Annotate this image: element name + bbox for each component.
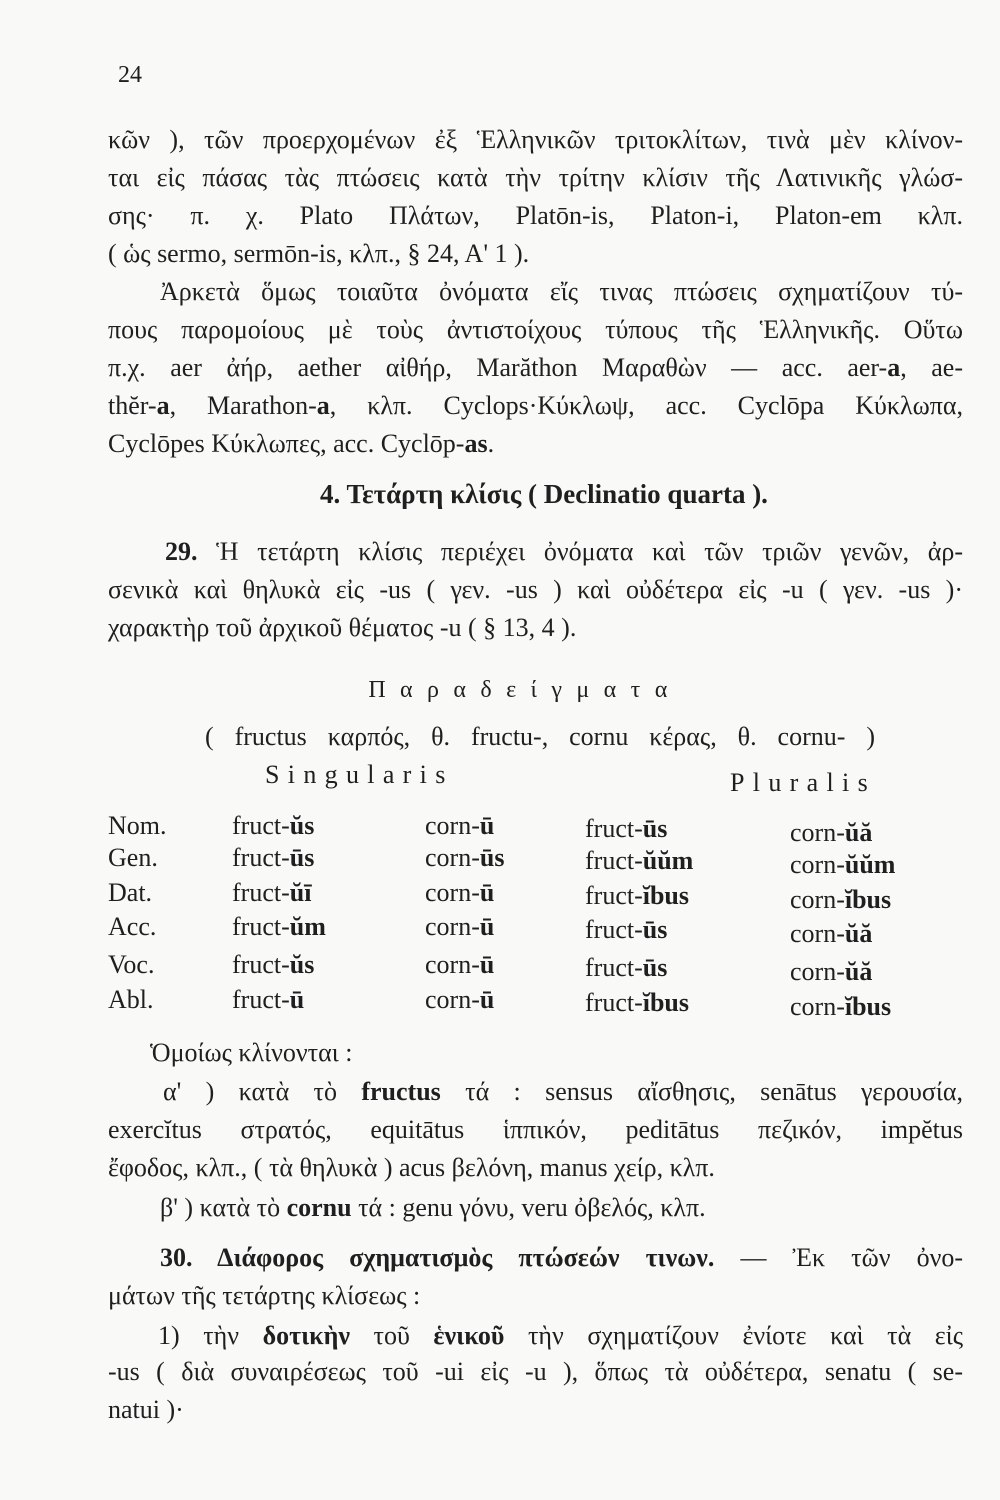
text-run: corn- [790, 818, 845, 847]
bold-text-run: 30. Διάφορος σχηματισμὸς πτώσεών τινων. [160, 1243, 715, 1272]
line-text [160, 273, 963, 311]
bold-text-run: fructus [361, 1077, 441, 1106]
form-singular-cornu [425, 946, 494, 984]
bold-text-run: ū [479, 811, 495, 840]
section-30-heading-line [160, 1239, 963, 1277]
bold-text-run: ū [479, 912, 495, 941]
page-number: 24 [118, 62, 142, 88]
text-run: fruct- [232, 878, 290, 907]
form-plural-cornu [790, 988, 891, 1026]
bold-text-run: ĭbus [844, 992, 892, 1021]
bold-text-run: ū [479, 878, 495, 907]
bold-text-run: δοτικὴν [262, 1321, 350, 1350]
line-text [585, 911, 667, 949]
text-run: πους παρομοίους μὲ τοὺς ἀντιστοίχους τύπους τῆς Ἑλληνικῆς. Οὕτω [108, 315, 963, 344]
text-run: μάτων τῆς τετάρτης κλίσεως : [108, 1281, 421, 1310]
bold-text-run: ĭbus [844, 885, 892, 914]
text-run: corn- [425, 843, 480, 872]
paragraph-line [108, 387, 963, 425]
text-run: . [487, 429, 495, 458]
line-text [232, 908, 326, 946]
line-text [108, 235, 529, 273]
line-text [163, 1073, 963, 1111]
paragraph-line [108, 425, 963, 463]
line-text [108, 1391, 184, 1429]
text-run: τά : sensus αἴσθησις, senātus γερουσία, [440, 1077, 963, 1106]
case-label: Abl. [108, 985, 154, 1014]
text-run: corn- [425, 878, 480, 907]
paragraph-line [108, 1391, 963, 1429]
paradigm-title: Παραδείγματα [368, 677, 682, 703]
bold-text-run: ū [289, 985, 305, 1014]
text-run: corn- [425, 912, 480, 941]
bold-text-run: ŭŭm [844, 850, 896, 879]
text-run: fruct- [232, 843, 290, 872]
paradigm-caption [205, 718, 875, 756]
text-run: τοῦ [349, 1321, 434, 1350]
line-text [205, 718, 875, 756]
bold-text-run: ĭbus [642, 988, 690, 1017]
line-text [320, 475, 768, 513]
line-text [425, 839, 504, 877]
case-label: Voc. [108, 950, 155, 979]
form-singular-fructus [232, 946, 314, 984]
line-text [232, 946, 314, 984]
bold-text-run: a [316, 391, 330, 420]
text-run: ἔφοδος, κλπ., ( τὰ θηλυκὰ ) acus βελόνη, manus χείρ, κλπ. [108, 1153, 715, 1182]
form-plural-fructus [585, 984, 689, 1022]
line-text [108, 571, 963, 609]
text-run: fruct- [585, 988, 643, 1017]
text-run: ται εἰς πάσας τὰς πτώσεις κατὰ τὴν τρίτην κλίσιν τῆς Λατινικῆς γλώσ- [108, 163, 963, 192]
column-header-singular: Singularis [265, 760, 454, 789]
paragraph-line [160, 1189, 963, 1227]
bold-text-run: ūs [642, 953, 668, 982]
paragraph-line [108, 1111, 963, 1149]
paragraph-line [160, 273, 963, 311]
line-text [108, 425, 494, 463]
text-run: 1) τὴν [158, 1321, 263, 1350]
text-run: corn- [790, 919, 845, 948]
form-singular-fructus [232, 874, 311, 912]
line-text [108, 197, 963, 235]
bold-text-run: a [887, 353, 901, 382]
text-run: corn- [790, 850, 845, 879]
line-text [165, 533, 963, 571]
paragraph-line [108, 609, 963, 647]
text-run: , ae- [900, 353, 963, 382]
line-text [790, 988, 891, 1026]
text-run: τά : genu γόνυ, veru ὀβελός, κλπ. [351, 1193, 706, 1222]
text-run: fruct- [585, 881, 643, 910]
line-text [425, 981, 494, 1019]
paragraph-line [108, 1149, 963, 1187]
text-run: fruct- [232, 985, 290, 1014]
paragraph-line [108, 159, 963, 197]
text-run: ( ὡς sermo, sermōn-is, κλπ., § 24, Α' 1 ). [108, 239, 530, 268]
paragraph-line [108, 1277, 963, 1315]
text-run: σης· π. χ. Plato Πλάτων, Platōn-is, Platon-i, Platon-em κλπ. [108, 201, 963, 230]
table-row [0, 874, 1000, 912]
line-text [160, 1189, 706, 1227]
bold-text-run: ūs [642, 814, 668, 843]
line-text [108, 349, 963, 387]
column-header-plural: Pluralis [730, 768, 877, 797]
bold-text-run: ŭm [289, 912, 326, 941]
line-text [108, 121, 963, 159]
text-run: fruct- [232, 912, 290, 941]
line-text [232, 981, 304, 1019]
form-singular-fructus [232, 908, 326, 946]
paragraph-line [165, 533, 963, 571]
text-run: corn- [790, 957, 845, 986]
text-run: τὴν σχηματίζουν ἐνίοτε καὶ τὰ εἰς [504, 1321, 963, 1350]
text-run: corn- [790, 992, 845, 1021]
bold-text-run: ūs [642, 915, 668, 944]
line-text [108, 311, 963, 349]
case-label: Gen. [108, 843, 158, 872]
bold-text-run: as [464, 429, 488, 458]
paragraph-line [108, 311, 963, 349]
text-run: ( fructus καρπός, θ. fructu-, cornu κέρας, θ. cornu- ) [205, 722, 875, 751]
bold-text-run: ŭs [289, 950, 315, 979]
case-label: Acc. [108, 912, 157, 941]
paragraph-line [108, 571, 963, 609]
case-label: Dat. [108, 878, 153, 907]
bold-text-run: ἑνικοῦ [433, 1321, 505, 1350]
bold-text-run: ū [479, 985, 495, 1014]
text-run: fruct- [232, 950, 290, 979]
text-run: natui )· [108, 1395, 184, 1424]
case-label: Nom. [108, 811, 167, 840]
paragraph-line [163, 1073, 963, 1111]
bold-text-run: 4. Τετάρτη κλίσις ( Declinatio quarta ). [320, 479, 768, 509]
text-run: κῶν ), τῶν προερχομένων ἐξ Ἑλληνικῶν τριτοκλίτων, τινὰ μὲν κλίνον- [108, 125, 963, 154]
text-run: fruct- [232, 811, 290, 840]
text-run: π.χ. aer ἀήρ, aether αἰθήρ, Marăthon Μαραθὼν — acc. aer- [108, 353, 888, 382]
bold-text-run: ŭs [289, 811, 315, 840]
table-row [0, 908, 1000, 946]
bold-text-run: ŭă [844, 818, 873, 847]
line-text [108, 159, 963, 197]
text-run: α' ) κατὰ τὸ [163, 1077, 362, 1106]
line-text [160, 1239, 963, 1277]
text-run: fruct- [585, 915, 643, 944]
paragraph-line [108, 121, 963, 159]
form-singular-cornu [425, 839, 504, 877]
text-run: Ἡ τετάρτη κλίσις περιέχει ὀνόματα καὶ τῶν τριῶν γενῶν, ἀρ- [197, 537, 963, 566]
line-text [425, 946, 494, 984]
bold-text-run: ŭă [844, 919, 873, 948]
bold-text-run: ŭă [844, 957, 873, 986]
line-text [108, 387, 963, 425]
line-text [108, 1353, 963, 1391]
line-text [585, 984, 689, 1022]
text-run: corn- [425, 811, 480, 840]
text-run: fruct- [585, 953, 643, 982]
line-text [425, 908, 494, 946]
form-singular-cornu [425, 908, 494, 946]
text-run: — Ἐκ τῶν ὀνο- [714, 1243, 963, 1272]
line-text [425, 874, 494, 912]
bold-text-run: a [156, 391, 170, 420]
paragraph-line [158, 1317, 963, 1355]
bold-text-run: ūs [479, 843, 505, 872]
text-run: , Marathon- [169, 391, 317, 420]
bold-text-run: cornu [286, 1193, 352, 1222]
line-text [108, 1111, 963, 1149]
text-run: β' ) κατὰ τὸ [160, 1193, 287, 1222]
paragraph-line [108, 197, 963, 235]
bold-text-run: ūs [289, 843, 315, 872]
table-row [0, 839, 1000, 877]
line-text [108, 609, 576, 647]
bold-text-run: ū [479, 950, 495, 979]
text-run: σενικὰ καὶ θηλυκὰ εἰς -us ( γεν. -us ) καὶ οὐδέτερα εἰς -u ( γεν. -us )· [108, 575, 963, 604]
bold-text-run: ŭŭm [642, 846, 694, 875]
form-singular-fructus [232, 981, 304, 1019]
text-run: corn- [425, 985, 480, 1014]
table-row [0, 946, 1000, 984]
text-run: fruct- [585, 846, 643, 875]
form-singular-fructus [232, 839, 314, 877]
text-run: Cyclōpes Κύκλωπες, acc. Cyclōp- [108, 429, 465, 458]
line-text [232, 839, 314, 877]
bold-text-run: 29. [165, 537, 198, 566]
text-run: , κλπ. Cyclops·Κύκλωψ, acc. Cyclōpa Κύκλωπα, [329, 391, 963, 420]
bold-text-run: ŭī [289, 878, 312, 907]
bold-text-run: ĭbus [642, 881, 690, 910]
form-plural-fructus [585, 911, 667, 949]
line-text [108, 1149, 715, 1187]
form-singular-cornu [425, 981, 494, 1019]
text-run: χαρακτὴρ τοῦ ἀρχικοῦ θέματος -u ( § 13, 4 ). [108, 613, 577, 642]
text-run: corn- [425, 950, 480, 979]
line-text [158, 1317, 963, 1355]
text-run: -us ( διὰ συναιρέσεως τοῦ -ui εἰς -u ), ὅπως τὰ οὐδέτερα, senatu ( se- [108, 1357, 963, 1386]
line-text [232, 874, 311, 912]
text-run: thĕr- [108, 391, 157, 420]
paragraph-line [108, 235, 963, 273]
paragraph-line [108, 1353, 963, 1391]
line-text [108, 1277, 420, 1315]
section-heading [108, 475, 980, 513]
text-run: exercĭtus στρατός, equitātus ἱππικόν, peditātus πεζικόν, impĕtus [108, 1115, 963, 1144]
table-row [0, 981, 1000, 1019]
form-singular-cornu [425, 874, 494, 912]
text-run: fruct- [585, 814, 643, 843]
text-run: corn- [790, 885, 845, 914]
similar-intro: Ὁμοίως κλίνονται : [150, 1038, 353, 1067]
paragraph-line [108, 349, 963, 387]
text-run: Ἀρκετὰ ὅμως τοιαῦτα ὀνόματα εἴς τινας πτώσεις σχηματίζουν τύ- [160, 277, 963, 306]
